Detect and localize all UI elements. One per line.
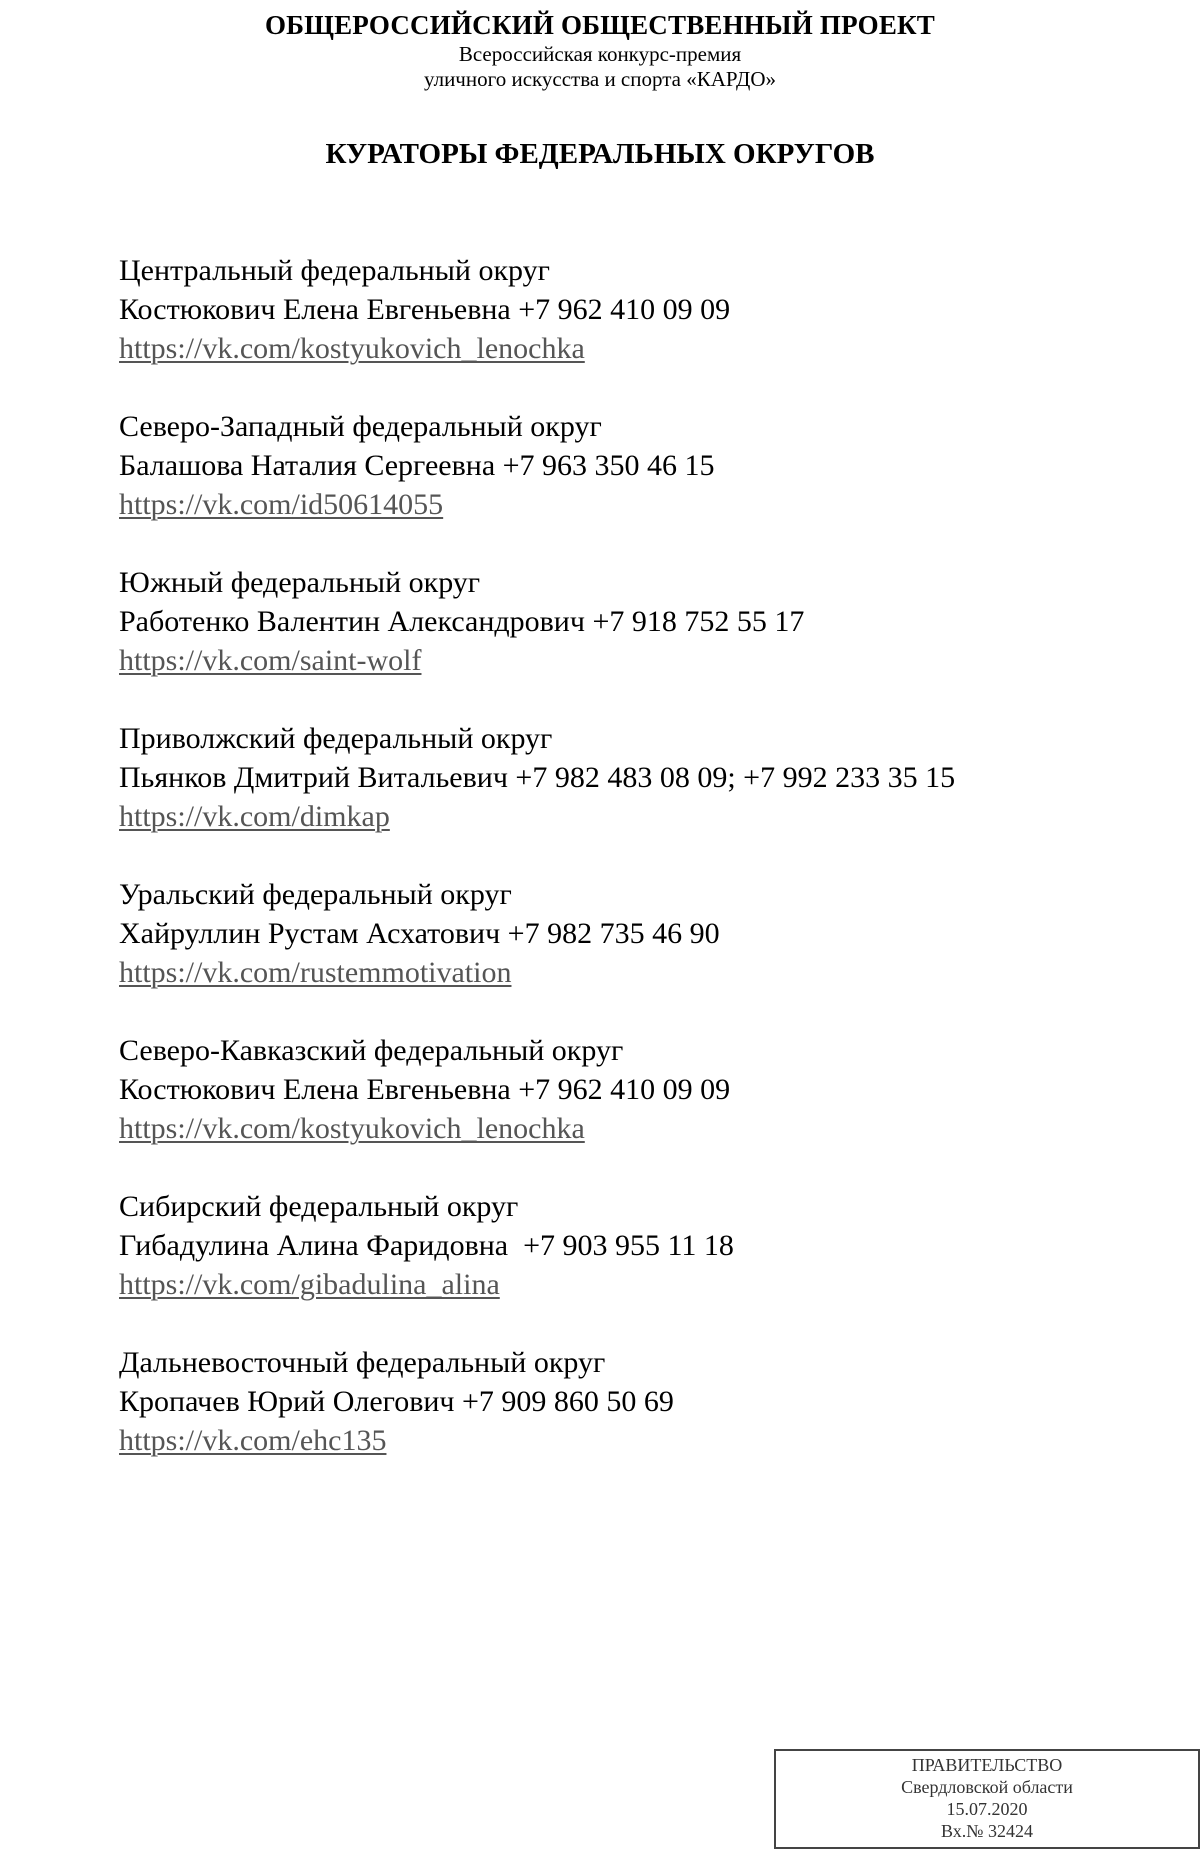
district-block [119,563,1159,719]
district-name: Уральский федеральный округ [119,878,512,911]
district-block [119,875,1159,1031]
curator-contact: Костюкович Елена Евгеньевна +7 962 410 09 09 [119,293,731,326]
registration-stamp [774,1749,1200,1849]
curator-contact: Костюкович Елена Евгеньевна +7 962 410 09 09 [119,1073,731,1106]
curator-contact: Работенко Валентин Александрович +7 918 752 55 17 [119,605,805,638]
curator-contact: Хайруллин Рустам Асхатович +7 982 735 46 90 [119,917,720,950]
organization-title: ОБЩЕРОССИЙСКИЙ ОБЩЕСТВЕННЫЙ ПРОЕКТ [264,10,936,40]
district-name: Северо-Западный федеральный округ [119,410,602,443]
curator-vk-link[interactable]: https://vk.com/kostyukovich_lenochka [119,1112,585,1145]
curator-vk-link[interactable]: https://vk.com/id50614055 [119,488,444,521]
curator-vk-link[interactable]: https://vk.com/rustemmotivation [119,956,512,989]
project-subtitle-line-2: уличного искусства и спорта «КАРДО» [424,67,776,91]
district-name: Северо-Кавказский федеральный округ [119,1034,624,1067]
stamp-authority: ПРАВИТЕЛЬСТВО [911,1755,1063,1775]
curator-contact: Кропачев Юрий Олегович +7 909 860 50 69 [119,1385,674,1418]
district-block [119,407,1159,563]
curator-vk-link[interactable]: https://vk.com/saint-wolf [119,644,422,677]
document-header [0,8,1200,92]
district-block [119,1343,1159,1499]
district-name: Приволжский федеральный округ [119,722,553,755]
district-name: Южный федеральный округ [119,566,481,599]
stamp-date: 15.07.2020 [946,1799,1028,1819]
district-block [119,1187,1159,1343]
district-name: Сибирский федеральный округ [119,1190,519,1223]
curator-vk-link[interactable]: https://vk.com/dimkap [119,800,390,833]
district-name: Центральный федеральный округ [119,254,550,287]
stamp-region: Свердловской области [901,1777,1073,1797]
district-block [119,251,1159,407]
curator-contact: Балашова Наталия Сергеевна +7 963 350 46 15 [119,449,715,482]
district-curators-list [119,251,1159,1499]
project-subtitle-line-1: Всероссийская конкурс-премия [458,42,742,66]
curator-vk-link[interactable]: https://vk.com/kostyukovich_lenochka [119,332,585,365]
curator-vk-link[interactable]: https://vk.com/gibadulina_alina [119,1268,500,1301]
document-title: КУРАТОРЫ ФЕДЕРАЛЬНЫХ ОКРУГОВ [325,138,875,170]
district-block [119,719,1159,875]
curator-contact: Гибадулина Алина Фаридовна +7 903 955 11 18 [119,1229,734,1262]
district-name: Дальневосточный федеральный округ [119,1346,606,1379]
stamp-incoming-number: Вх.№ 32424 [941,1821,1033,1841]
curator-contact: Пьянков Дмитрий Витальевич +7 982 483 08 09; +7 992 233 35 15 [119,761,956,794]
curator-vk-link[interactable]: https://vk.com/ehc135 [119,1424,387,1457]
district-block [119,1031,1159,1187]
